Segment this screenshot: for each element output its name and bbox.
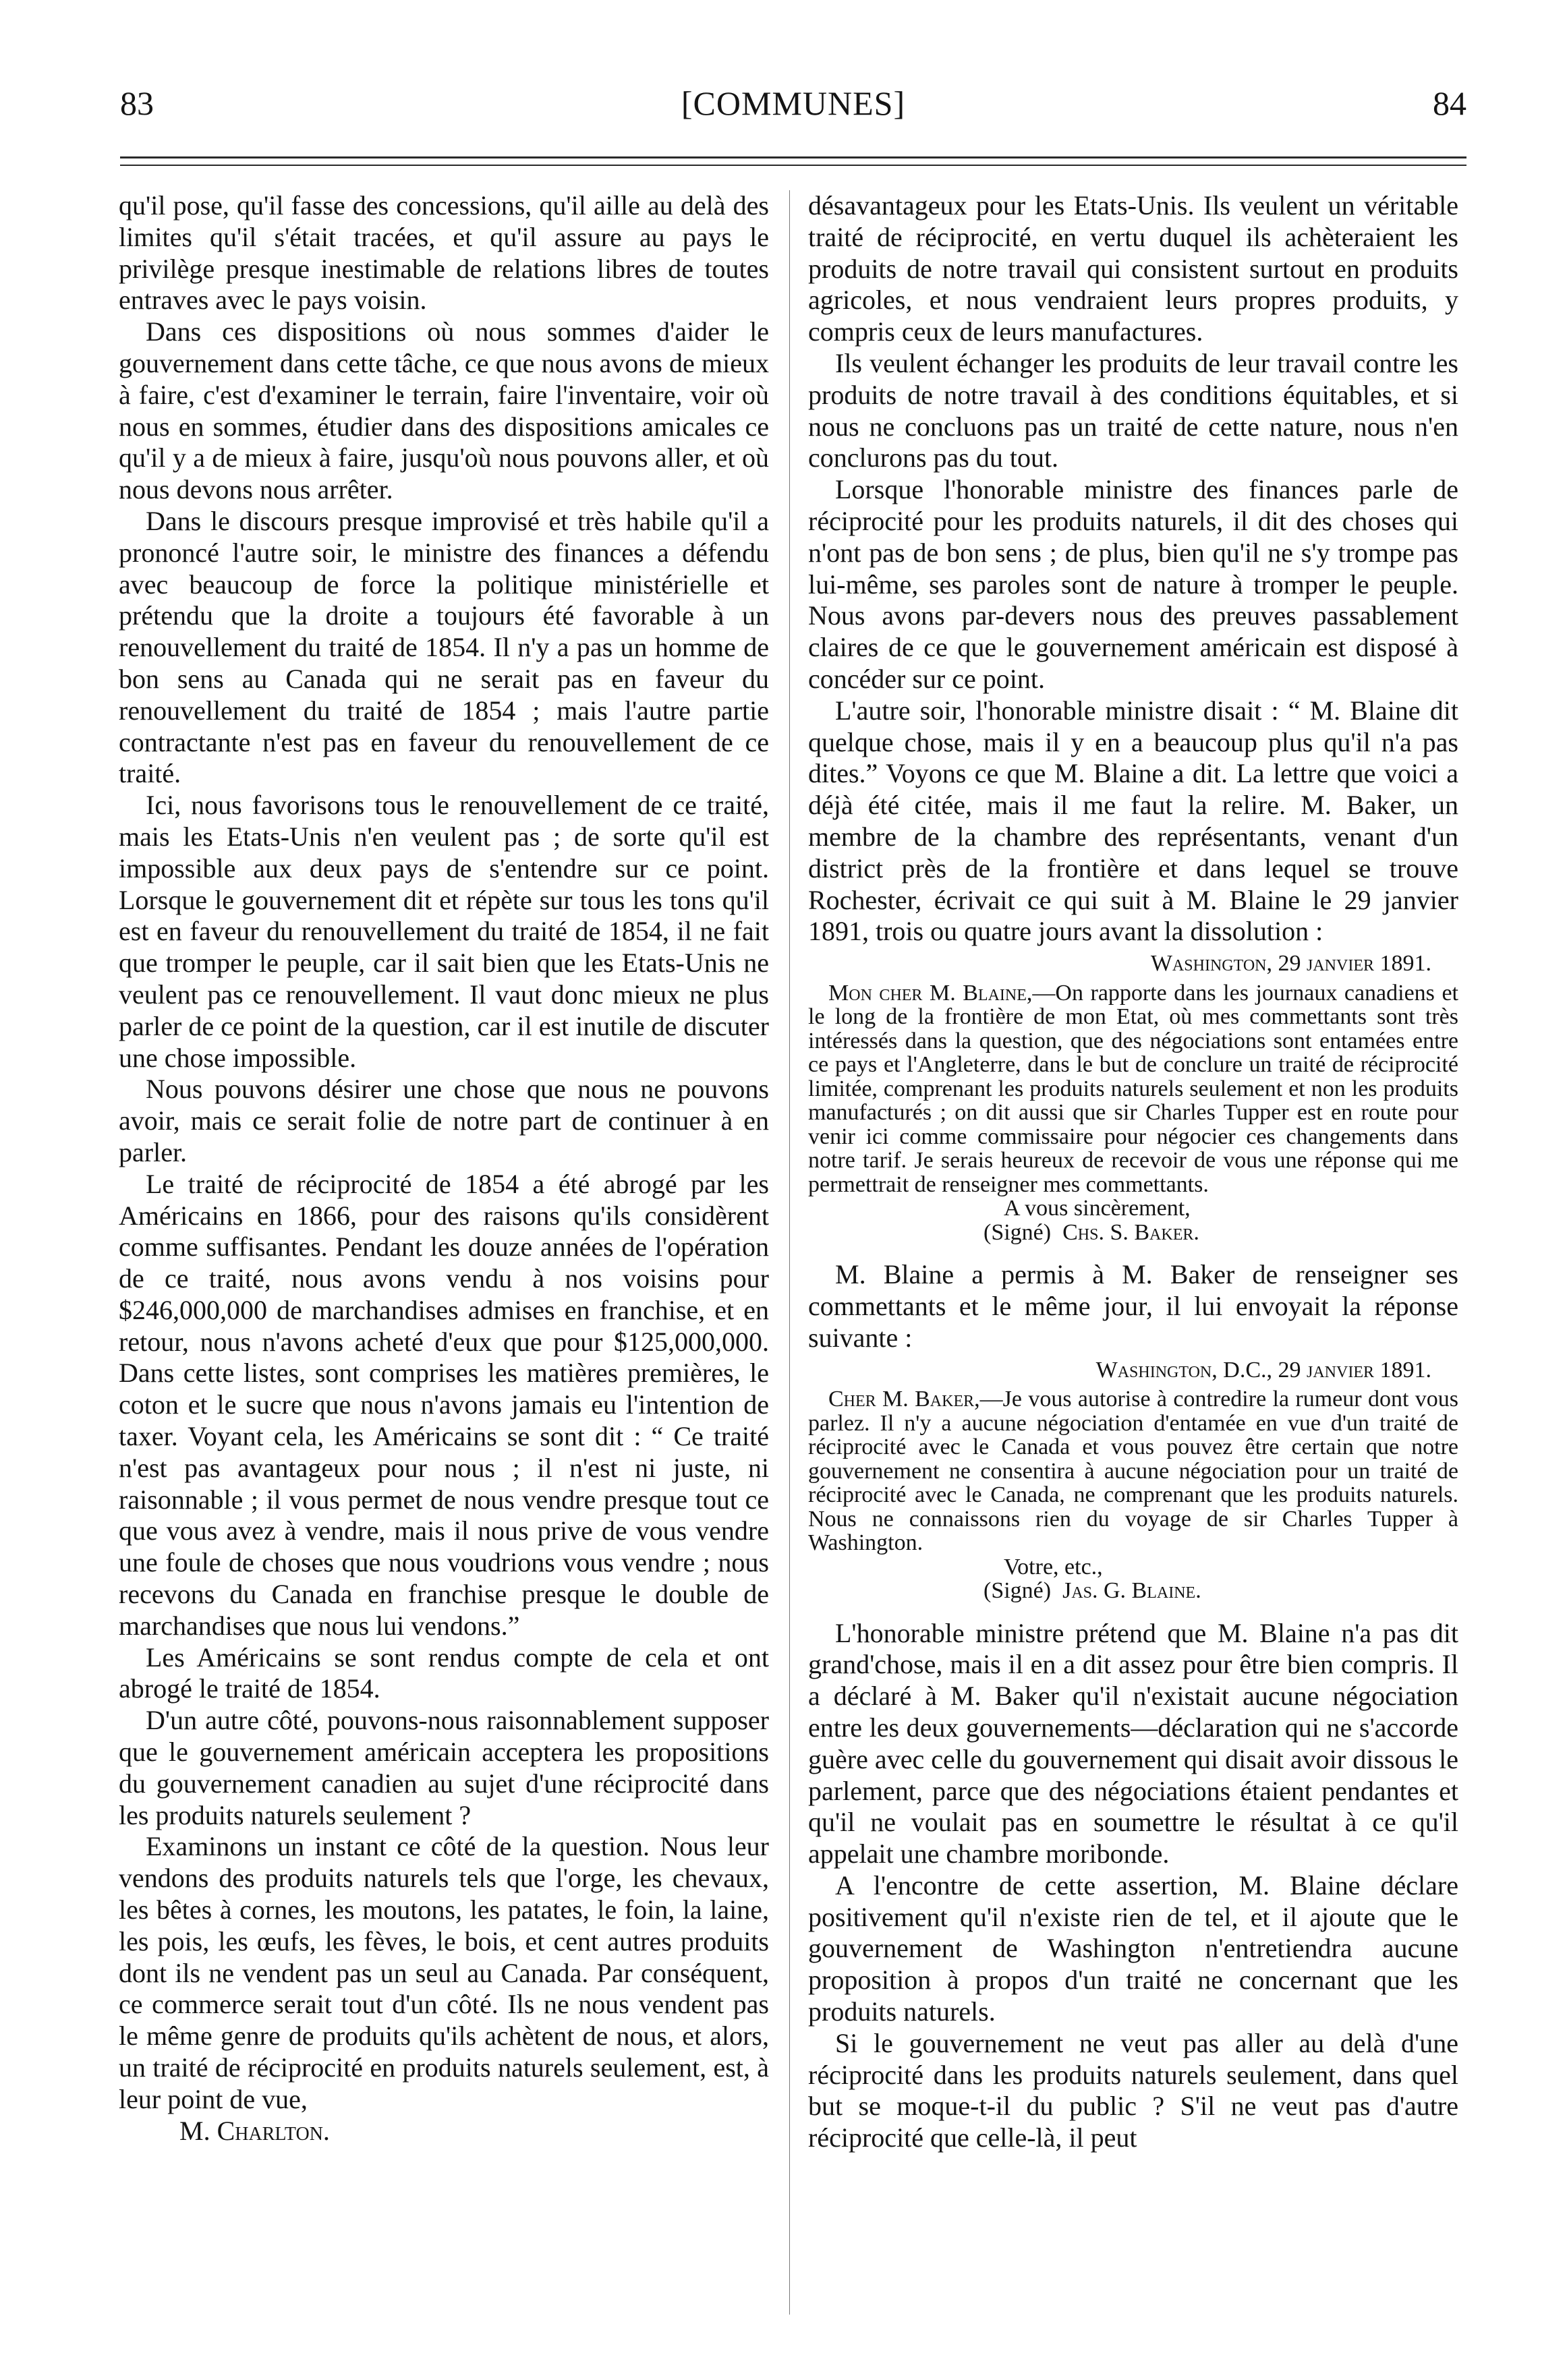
letter-text: —On rapporte dans les journaux canadiens et le long de la frontière de mon Etat, où mes commettants sont très intéressés dans la question, que des négociations sont entamées entre ce pays et l'Angleterre, dans le but de conclure un traité de réciprocité limitée, comprenant les produits naturels seulement et non les produits manufacturés ; on dit aussi que sir Charles Tupper est en route pour venir ici comme commissaire pour négocier ces changements dans notre tarif. Je serais heureux de recevoir de vous une réponse qui me permettrait de renseigner mes commettants. — [808, 980, 1458, 1197]
letter-signature: Jas. G. Blaine. — [1062, 1578, 1201, 1604]
letter-text: —Je vous autorise à contredire la rumeur dont vous parlez. Il n'y a aucune négociation d'entamée en vue d'un traité de réciprocité avec le Canada et vous pouvez être certain que notre gouvernement ne consentira à aucune négociation pour un traité de réciprocité avec le Canada, ne comprenant que les produits naturels. Nous ne connaissons rien du voyage de sir Charles Tupper à Washington. — [808, 1387, 1458, 1556]
signed-prefix: (Signé) — [984, 1578, 1052, 1604]
letter-closing: Votre, etc., — [1004, 1554, 1103, 1579]
paragraph: D'un autre côté, pouvons-nous raisonnablement supposer que le gouvernement américain acceptera les propositions du gouvernement canadien au sujet d'une réciprocité dans les produits naturels seulement ? — [119, 1705, 769, 1830]
signed-prefix: (Signé) — [984, 1219, 1052, 1245]
letter-salutation: Mon cher M. Blaine, — [828, 980, 1033, 1006]
page-number-left: 83 — [120, 84, 154, 122]
header-rule-bottom — [120, 165, 1466, 166]
speaker-name: M. Charlton. — [179, 2115, 330, 2146]
paragraph: A l'encontre de cette assertion, M. Blaine déclare positivement qu'il n'existe rien de tel, et il ajoute que le gouvernement de Washington n'entretiendra aucune proposition à propos d'un traité ne concernant que les produits naturels. — [808, 1869, 1458, 2027]
paragraph: L'autre soir, l'honorable ministre disait : “ M. Blaine dit quelque chose, mais il y en a beaucoup plus qu'il n'a pas dites.” Voyons ce que M. Blaine a dit. La lettre que voici a déjà été citée, mais il me faut la relire. M. Baker, un membre de la chambre des représentants, venant d'un district près de la frontière et dans lequel se trouve Rochester, écrivait ce qui suit à M. Blaine le 29 janvier 1891, trois ou quatre jours avant la dissolution : — [808, 695, 1458, 947]
paragraph: L'honorable ministre prétend que M. Blaine n'a pas dit grand'chose, mais il en a dit assez pour être bien compris. Il a déclaré à M. Baker qu'il n'existait aucune négociation entre les deux gouvernements—déclaration qui ne s'accorde guère avec celle du gouvernement qui disait avoir dissous le parlement, parce que des négociations étaient pendantes et qu'il ne voulait pas en soumettre le résultat à ce qu'il appelait une chambre moribonde. — [808, 1617, 1458, 1869]
letter-signature-line — [808, 1221, 1458, 1245]
paragraph: Ici, nous favorisons tous le renouvellement de ce traité, mais les Etats-Unis n'en veulent pas ; de sorte qu'il est impossible aux deux pays de s'entendre sur ce point. Lorsque le gouvernement dit et répète sur tous les tons qu'il est en faveur du renouvellement du traité de 1854, il ne fait que tromper le peuple, car il sait bien que les Etats-Unis ne veulent pas ce renouvellement. Il vaut donc mieux ne plus parler de ce point de la question, car il est inutile de discuter une chose impossible. — [119, 790, 769, 1073]
header-rule-top — [120, 156, 1466, 158]
letter-dateline: Washington, 29 janvier 1891. — [1150, 951, 1431, 977]
paragraph: Dans le discours presque improvisé et très habile qu'il a prononcé l'autre soir, le ministre des finances a défendu avec beaucoup de force la politique ministérielle et prétendu que la droite a toujours été favorable à un renouvellement du traité de 1854. Il n'y a pas un homme de bon sens au Canada qui ne serait pas en faveur du renouvellement du traité de 1854 ; mais l'autre partie contractante n'est pas en faveur du renouvellement de ce traité. — [119, 505, 769, 789]
paragraph: Dans ces dispositions où nous sommes d'aider le gouvernement dans cette tâche, ce que nous avons de mieux à faire, c'est d'examiner le terrain, faire l'inventaire, voir où nous en sommes, étudier dans des dispositions amicales ce qu'il y a de mieux à faire, jusqu'où nous pouvons aller, et où nous devons nous arrêter. — [119, 316, 769, 505]
paragraph: qu'il pose, qu'il fasse des concessions, qu'il aille au delà des limites qu'il s'était tracées, et qu'il assure au pays le privilège presque inestimable de relations libres de toutes entraves avec le pays voisin. — [119, 190, 769, 316]
left-column — [119, 190, 769, 2321]
paragraph: Le traité de réciprocité de 1854 a été abrogé par les Américains en 1866, pour des raisons qu'ils considèrent comme suffisantes. Pendant les douze années de l'opération de ce traité, nous avons vendu à nos voisins pour $246,000,000 de marchandises admises en franchise, et en retour, nous n'avons acheté d'eux que pour $125,000,000. Dans cette listes, sont comprises les matières premières, le coton et le sucre que nous n'avons jamais eu l'intention de taxer. Voyant cela, les Américains se sont dit : “ Ce traité n'est pas avantageux pour nous ; il n'est ni juste, ni raisonnable ; il vous permet de nous vendre presque tout ce que vous avez à vendre, mais il nous prive de vous vendre une foule de choses que nous voudrions vous vendre ; nous recevons du Canada en franchise presque le double de marchandises que nous lui vendons.” — [119, 1168, 769, 1641]
letter-signature: Chs. S. Baker. — [1062, 1219, 1199, 1245]
letter-blaine-to-baker — [808, 1358, 1458, 1603]
paragraph: désavantageux pour les Etats-Unis. Ils veulent un véritable traité de réciprocité, en vertu duquel ils achèteraient les produits de notre travail qui consistent surtout en produits agricoles, et nous vendraient leurs propres produits, y compris ceux de leurs manufactures. — [808, 190, 1458, 347]
letter-body — [808, 1387, 1458, 1555]
paragraph: M. Blaine a permis à M. Baker de renseigner ses commettants et le même jour, il lui envoyait la réponse suivante : — [808, 1259, 1458, 1353]
paragraph: Lorsque l'honorable ministre des finances parle de réciprocité pour les produits naturels, il dit des choses qui n'ont pas de bon sens ; de plus, bien qu'il ne s'y trompe pas lui-même, ses paroles sont de nature à tromper le peuple. Nous avons par-devers nous des preuves passablement claires de ce que le gouvernement américain est disposé à concéder sur ce point. — [808, 474, 1458, 694]
letter-dateline: Washington, D.C., 29 janvier 1891. — [1095, 1357, 1431, 1383]
page-header — [120, 80, 1466, 127]
letter-body — [808, 981, 1458, 1197]
letter-signature-line — [808, 1579, 1458, 1603]
page-number-right: 84 — [1433, 84, 1466, 122]
column-divider — [789, 190, 790, 2315]
paragraph: Ils veulent échanger les produits de leur travail contre les produits de notre travail à des conditions équitables, et si nous ne concluons pas un traité de cette nature, nous n'en conclurons pas du tout. — [808, 347, 1458, 473]
running-head-title: [COMMUNES] — [681, 84, 906, 122]
letter-closing: A vous sincèrement, — [1004, 1196, 1191, 1221]
paragraph: Nous pouvons désirer une chose que nous ne pouvons avoir, mais ce serait folie de notre part de continuer à en parler. — [119, 1074, 769, 1167]
letter-baker-to-blaine — [808, 952, 1458, 1244]
paragraph: Examinons un instant ce côté de la question. Nous leur vendons des produits naturels tels que l'orge, les chevaux, les bêtes à cornes, les moutons, les patates, le foin, la laine, les pois, les œufs, les fèves, le bois, et cent autres produits dont ils ne vendent pas un seul au Canada. Par conséquent, ce commerce serait tout d'un côté. Ils ne nous vendent pas le même genre de produits qu'ils achètent de nous, et alors, un traité de réciprocité en produits naturels seulement, est, à leur point de vue, — [119, 1831, 769, 2114]
right-column — [808, 190, 1458, 2321]
letter-salutation: Cher M. Baker, — [828, 1387, 980, 1412]
paragraph: Si le gouvernement ne veut pas aller au delà d'une réciprocité dans les produits naturels seulement, dans quel but se moque-t-il du public ? S'il ne veut pas d'autre réciprocité que celle-là, il peut — [808, 2027, 1458, 2153]
paragraph: Les Américains se sont rendus compte de cela et ont abrogé le traité de 1854. — [119, 1642, 769, 1704]
